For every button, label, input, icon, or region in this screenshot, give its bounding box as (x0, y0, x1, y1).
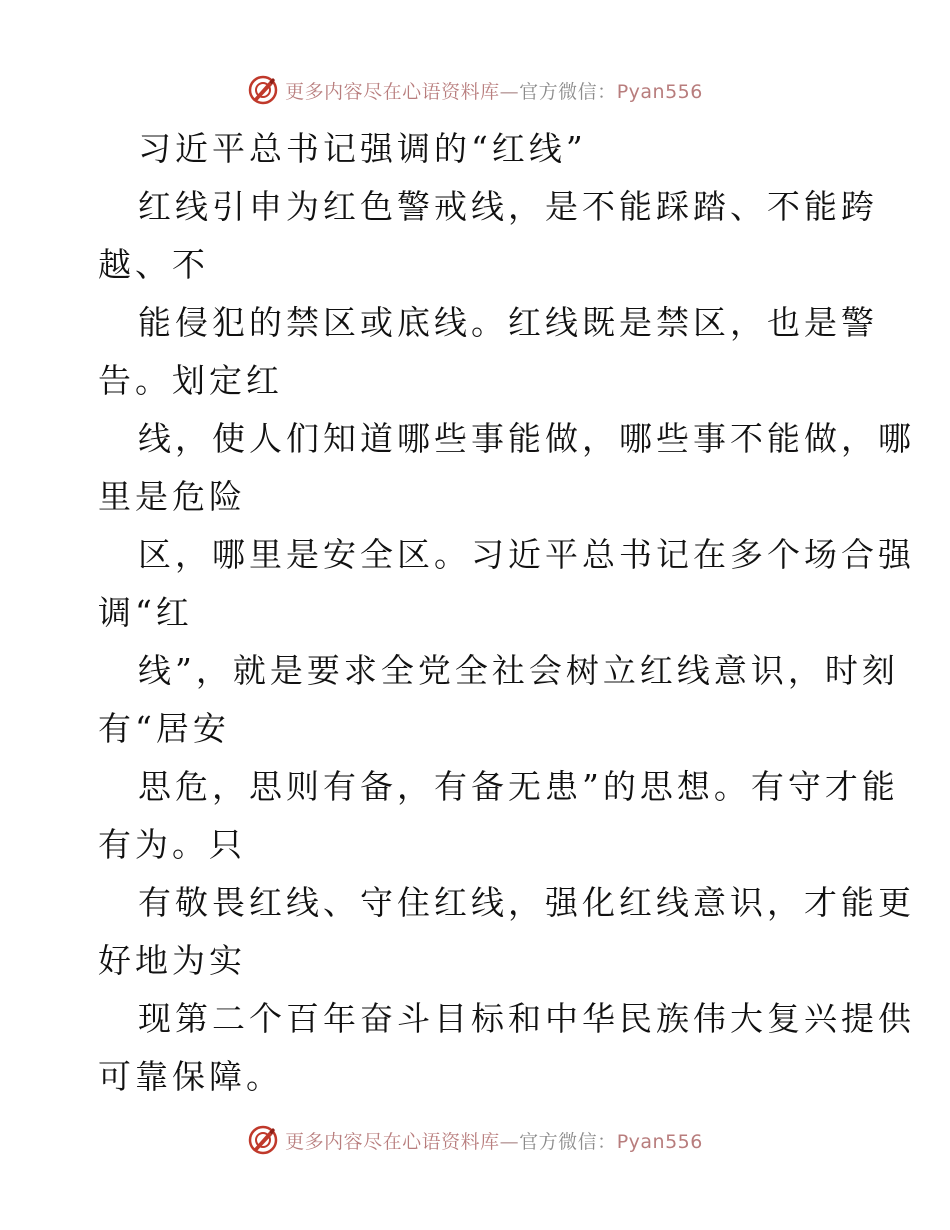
document-line: 线，使人们知道哪些事能做，哪些事不能做，哪 (138, 419, 915, 458)
document-line: 告。划定红 (98, 361, 283, 400)
document-line: 越、不 (98, 245, 209, 284)
document-line: 线”，就是要求全党全社会树立红线意识，时刻 (138, 651, 899, 690)
watermark-main-text: 更多内容尽在心语资料库 (285, 1130, 500, 1153)
document-line: 有“居安 (98, 709, 230, 748)
watermark-main-text: 更多内容尽在心语资料库 (285, 80, 500, 103)
document-body (98, 120, 915, 1106)
watermark-id: Pyan556 (616, 1130, 703, 1153)
document-line: 红线引申为红色警戒线，是不能踩踏、不能跨 (138, 187, 878, 226)
document-line: 可靠保障。 (98, 1057, 283, 1096)
document-line: 习近平总书记强调的“红线” (138, 129, 587, 168)
document-line: 有敬畏红线、守住红线，强化红线意识，才能更 (138, 883, 915, 922)
watermark-id: Pyan556 (616, 80, 703, 103)
header-watermark-text (285, 77, 703, 104)
footer-watermark-text (285, 1127, 703, 1154)
document-line: 好地为实 (98, 941, 246, 980)
watermark-dash: — (499, 80, 520, 103)
header-watermark (0, 70, 950, 110)
pen-logo-icon (247, 74, 279, 106)
document-line: 能侵犯的禁区或底线。红线既是禁区，也是警 (138, 303, 878, 342)
document-line: 里是危险 (98, 477, 246, 516)
document-line: 现第二个百年奋斗目标和中华民族伟大复兴提供 (138, 999, 915, 1038)
pen-logo-icon (247, 1124, 279, 1156)
document-line: 区，哪里是安全区。习近平总书记在多个场合强 (138, 535, 915, 574)
document-line: 思危，思则有备，有备无患”的思想。有守才能 (138, 767, 899, 806)
document-line: 调“红 (98, 593, 193, 632)
document-line: 有为。只 (98, 825, 246, 864)
footer-watermark (0, 1120, 950, 1160)
watermark-label: 官方微信： (519, 1130, 617, 1153)
watermark-dash: — (499, 1130, 520, 1153)
watermark-label: 官方微信： (519, 80, 617, 103)
